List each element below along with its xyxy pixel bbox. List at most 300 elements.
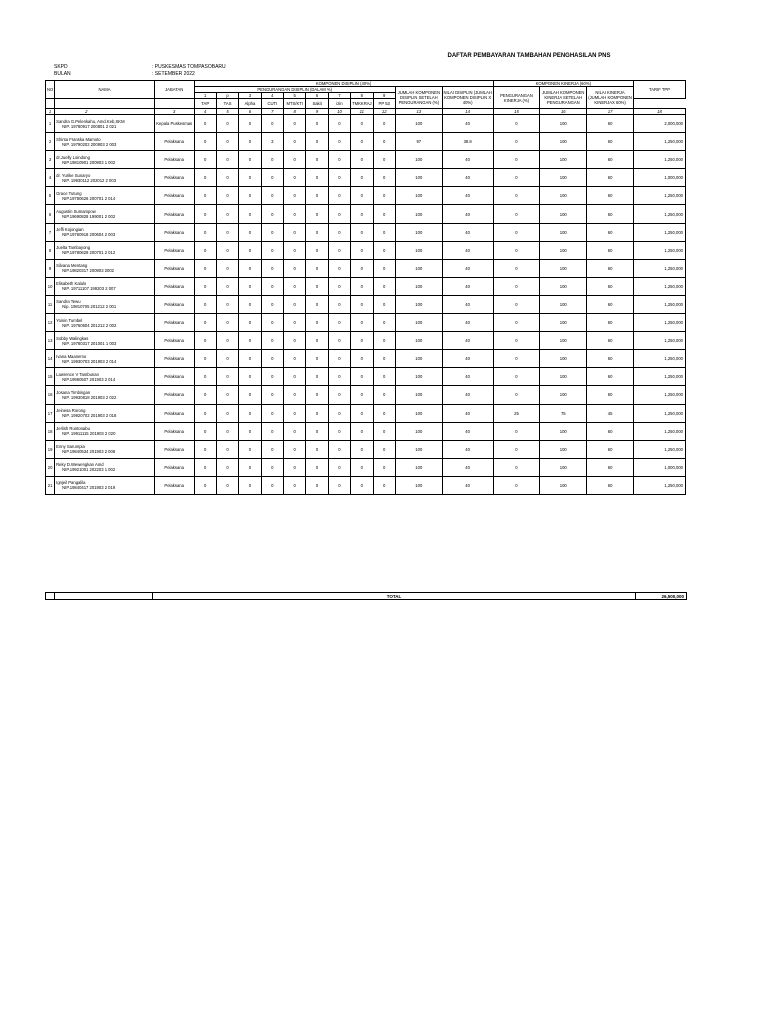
column-number: 17 [587,109,634,115]
employee-name: Ivana Maanemo [56,353,87,359]
jumlah-komponen-disiplin: 97 [395,133,442,151]
pengurangan-value: 0 [284,133,306,151]
pengurangan-value: 0 [239,133,261,151]
jumlah-komponen-disiplin: 100 [395,476,442,494]
meta-skpd [54,64,226,70]
pengurangan-value: 0 [239,422,261,440]
nilai-disiplin: 40 [442,458,493,476]
nilai-kinerja: 60 [587,422,634,440]
pengurangan-kinerja: 0 [493,223,540,241]
tarif-tpp: 1,250,000 [633,386,685,404]
tarif-tpp: 1,250,000 [633,368,685,386]
pengurangan-value: 0 [373,314,395,332]
pengurangan-value: 0 [351,458,373,476]
tarif-tpp: 2,000,000 [633,115,685,133]
pengurangan-value: 0 [261,458,283,476]
pengurangan-value: 0 [239,368,261,386]
pengurangan-value: 0 [351,259,373,277]
pengurangan-value: 0 [239,295,261,313]
pengurangan-value: 0 [261,115,283,133]
pengurangan-value: 0 [284,404,306,422]
pengurangan-value: 0 [239,458,261,476]
header-sub-label: TAP [194,99,216,109]
pengurangan-value: 0 [284,241,306,259]
column-number: 8 [284,109,306,115]
tarif-tpp: 1,250,000 [633,187,685,205]
pengurangan-value: 0 [261,404,283,422]
pengurangan-value: 0 [284,350,306,368]
employee-jabatan: Pelaksana [154,440,194,458]
pengurangan-value: 0 [351,368,373,386]
tarif-tpp: 1,250,000 [633,476,685,494]
row-number: 9 [46,259,55,277]
tarif-tpp: 1,000,000 [633,169,685,187]
pengurangan-value: 0 [216,476,238,494]
column-number: 11 [351,109,373,115]
pengurangan-value: 0 [351,133,373,151]
employee-nip: NIP. 19930703 201903 2 014 [62,358,117,364]
pengurangan-value: 0 [306,151,328,169]
header-sub-number: 4 [261,93,283,99]
tarif-tpp: 1,250,000 [633,223,685,241]
header-jumlah-komponen-disiplin: JUMLAH KOMPONEN DISIPLIN SETELAH PENGURANGAN (%) [395,87,442,109]
pengurangan-value: 0 [194,386,216,404]
employee-jabatan: Pelaksana [154,133,194,151]
employee-jabatan: Kepala Puskesmas [154,115,194,133]
pengurangan-value: 0 [284,368,306,386]
pengurangan-value: 0 [284,223,306,241]
pengurangan-value: 0 [261,151,283,169]
row-name-cell [55,350,155,368]
pengurangan-value: 0 [373,458,395,476]
header-spacer [46,99,55,109]
total-label: TOTAL [153,593,636,600]
header-sub-number: 8 [351,93,373,99]
pengurangan-value: 0 [306,205,328,223]
jumlah-komponen-kinerja: 100 [540,169,587,187]
jumlah-komponen-disiplin: 100 [395,187,442,205]
row-name-cell [55,259,155,277]
jumlah-komponen-disiplin: 100 [395,205,442,223]
pengurangan-kinerja: 0 [493,314,540,332]
nilai-kinerja: 60 [587,386,634,404]
row-name-cell [55,205,155,223]
pengurangan-value: 0 [216,277,238,295]
jumlah-komponen-disiplin: 100 [395,151,442,169]
pengurangan-value: 0 [328,295,350,313]
employee-nip: NIP. 19780917 200801 2 021 [62,123,117,129]
pengurangan-value: 0 [261,350,283,368]
nilai-disiplin: 40 [442,115,493,133]
pengurangan-value: 0 [216,115,238,133]
row-number: 6 [46,205,55,223]
pengurangan-value: 0 [194,223,216,241]
row-number: 8 [46,241,55,259]
pengurangan-value: 0 [328,133,350,151]
pengurangan-value: 0 [373,259,395,277]
jumlah-komponen-kinerja: 100 [540,458,587,476]
employee-nip: NIP.19690828 199001 2 002 [62,214,116,220]
jumlah-komponen-kinerja: 100 [540,223,587,241]
pengurangan-value: 0 [284,169,306,187]
pengurangan-value: 0 [328,223,350,241]
row-number: 17 [46,404,55,422]
pengurangan-kinerja: 25 [493,404,540,422]
header-nama: NAMA [55,81,155,99]
header-jabatan: JABATAN [154,81,194,99]
table-row [46,205,686,223]
pengurangan-value: 0 [373,350,395,368]
pengurangan-value: 0 [194,440,216,458]
pengurangan-value: 0 [261,314,283,332]
pengurangan-value: 0 [239,205,261,223]
nilai-kinerja: 60 [587,169,634,187]
employee-nip: NIP. 19711107 199203 2 007 [62,286,116,292]
nilai-kinerja: 60 [587,350,634,368]
row-number: 5 [46,187,55,205]
jumlah-komponen-kinerja: 100 [540,476,587,494]
pengurangan-value: 0 [239,386,261,404]
table-row [46,277,686,295]
row-number: 15 [46,368,55,386]
column-number: 10 [328,109,350,115]
meta-bulan-key: BULAN [54,71,71,77]
jumlah-komponen-disiplin: 100 [395,277,442,295]
pengurangan-value: 0 [328,241,350,259]
row-name-cell [55,295,155,313]
jumlah-komponen-disiplin: 100 [395,295,442,313]
pengurangan-value: 0 [261,295,283,313]
meta-bulan-value: : SETEMBER 2022 [152,71,195,77]
employee-nip: NIP. 19920702 201903 2 018 [62,413,117,419]
employee-name: Juelta Tambayong [56,245,91,251]
table-row [46,223,686,241]
header-nilai-disiplin: NILAI DISIPLIN (JUMLAH KOMPONEN DISIPLIN X 40%) [442,87,493,109]
meta-skpd-value: : PUSKESMAS TOMPASOBARU [152,64,226,70]
pengurangan-value: 0 [328,259,350,277]
column-number: 13 [395,109,442,115]
jumlah-komponen-kinerja: 100 [540,368,587,386]
header-sub-number: 1 [194,93,216,99]
pengurangan-value: 0 [284,277,306,295]
tarif-tpp: 1,250,000 [633,314,685,332]
header-sub-number: 6 [306,93,328,99]
nilai-kinerja: 45 [587,404,634,422]
pengurangan-value: 0 [239,151,261,169]
table-row [46,422,686,440]
header-tarif: TARIF TPP [633,81,685,99]
nilai-kinerja: 60 [587,295,634,313]
employee-jabatan: Pelaksana [154,259,194,277]
pengurangan-value: 0 [239,115,261,133]
pengurangan-value: 0 [216,440,238,458]
jumlah-komponen-kinerja: 100 [540,386,587,404]
table-row [46,386,686,404]
row-name-cell [55,169,155,187]
tarif-tpp: 1,250,000 [633,440,685,458]
column-number: 1 [46,109,55,115]
row-number: 19 [46,440,55,458]
employee-nip: NIP.19780626 200701 2 014 [62,195,116,201]
pengurangan-value: 0 [328,314,350,332]
employee-nip: NIP. 19780317 201001 1 003 [62,340,117,346]
nilai-kinerja: 60 [587,205,634,223]
pengurangan-value: 0 [261,241,283,259]
pengurangan-value: 0 [261,259,283,277]
pengurangan-kinerja: 0 [493,332,540,350]
pengurangan-value: 0 [239,332,261,350]
pengurangan-value: 0 [306,277,328,295]
nilai-kinerja: 60 [587,151,634,169]
pengurangan-value: 0 [216,169,238,187]
pengurangan-value: 0 [216,332,238,350]
pengurangan-value: 0 [261,422,283,440]
employee-nip: NIP. 19930112 202012 2 003 [62,177,117,183]
pengurangan-kinerja: 0 [493,476,540,494]
row-name-cell [55,458,155,476]
jumlah-komponen-kinerja: 100 [540,350,587,368]
pengurangan-value: 0 [216,205,238,223]
pengurangan-kinerja: 0 [493,386,540,404]
row-number: 2 [46,133,55,151]
pengurangan-value: 0 [194,476,216,494]
jumlah-komponen-kinerja: 100 [540,151,587,169]
pengurangan-value: 0 [216,241,238,259]
employee-jabatan: Pelaksana [154,314,194,332]
meta-bulan [54,71,195,77]
jumlah-komponen-kinerja: 100 [540,314,587,332]
pengurangan-value: 0 [216,133,238,151]
row-name-cell [55,476,155,494]
jumlah-komponen-disiplin: 100 [395,440,442,458]
row-name-cell [55,332,155,350]
tarif-tpp: 1,000,000 [633,458,685,476]
table-row [46,115,686,133]
column-number: 9 [306,109,328,115]
jumlah-komponen-disiplin: 100 [395,169,442,187]
total-spacer [46,593,55,600]
nilai-kinerja: 60 [587,259,634,277]
nilai-kinerja: 60 [587,314,634,332]
employee-jabatan: Pelaksana [154,368,194,386]
row-name-cell [55,133,155,151]
pengurangan-value: 0 [373,368,395,386]
header-sub-number: 5 [284,93,306,99]
employee-nip: NIP.19780629 200701 2 012 [62,250,116,256]
pengurangan-value: 0 [239,277,261,295]
nilai-kinerja: 60 [587,115,634,133]
header-sub-label: Sakit [306,99,328,109]
pengurangan-value: 0 [373,151,395,169]
row-name-cell [55,422,155,440]
column-number: 4 [194,109,216,115]
employee-jabatan: Pelaksana [154,476,194,494]
nilai-disiplin: 40 [442,422,493,440]
employee-name: Sobby Walingkas [56,335,89,341]
pengurangan-value: 0 [284,386,306,404]
pengurangan-value: 0 [261,440,283,458]
column-number: 18 [633,109,685,115]
employee-nip: NIP. 19760604 201212 2 002 [62,322,117,328]
pengurangan-value: 0 [194,332,216,350]
nilai-disiplin: 40 [442,169,493,187]
pengurangan-value: 0 [194,187,216,205]
employee-name: Jerlish Runtonabu [56,426,90,432]
pengurangan-value: 0 [216,386,238,404]
table-row [46,350,686,368]
pengurangan-value: 0 [261,205,283,223]
pengurangan-value: 0 [261,332,283,350]
jumlah-komponen-kinerja: 100 [540,332,587,350]
pengurangan-value: 0 [373,404,395,422]
nilai-disiplin: 40 [442,223,493,241]
jumlah-komponen-disiplin: 100 [395,386,442,404]
pengurangan-value: 0 [216,223,238,241]
column-number: 2 [55,109,155,115]
employee-name: Jeinesa Rorong [56,408,86,414]
table-row [46,368,686,386]
nilai-kinerja: 60 [587,368,634,386]
table-row [46,187,686,205]
nilai-disiplin: 40 [442,259,493,277]
pengurangan-value: 0 [239,223,261,241]
pengurangan-value: 0 [373,440,395,458]
table-row [46,332,686,350]
table-row [46,241,686,259]
tarif-tpp: 1,250,000 [633,422,685,440]
pengurangan-value: 0 [194,115,216,133]
pengurangan-value: 0 [328,368,350,386]
nilai-disiplin: 40 [442,404,493,422]
row-name-cell [55,277,155,295]
column-number: 12 [373,109,395,115]
column-number: 3 [154,109,194,115]
pengurangan-value: 0 [306,223,328,241]
jumlah-komponen-disiplin: 100 [395,422,442,440]
pengurangan-value: 0 [373,295,395,313]
pengurangan-value: 0 [351,151,373,169]
pengurangan-value: 0 [284,314,306,332]
total-table [45,592,687,600]
jumlah-komponen-disiplin: 100 [395,223,442,241]
pengurangan-value: 0 [328,440,350,458]
employee-jabatan: Pelaksana [154,277,194,295]
nilai-kinerja: 60 [587,223,634,241]
pengurangan-value: 0 [216,404,238,422]
pengurangan-value: 0 [373,386,395,404]
pengurangan-kinerja: 0 [493,350,540,368]
pengurangan-value: 0 [351,115,373,133]
pengurangan-value: 0 [306,350,328,368]
pengurangan-value: 0 [373,476,395,494]
pengurangan-value: 0 [306,476,328,494]
pengurangan-value: 0 [194,151,216,169]
employee-name: Sandra G.Pelenkahu, Amd.Keb,SKM [56,118,125,124]
pengurangan-value: 0 [261,386,283,404]
pengurangan-value: 0 [194,133,216,151]
pengurangan-value: 0 [373,169,395,187]
jumlah-komponen-kinerja: 100 [540,187,587,205]
pengurangan-value: 0 [328,458,350,476]
pengurangan-value: 0 [328,332,350,350]
employee-nip: NIP.19810901 200903 1 002 [62,159,116,165]
pengurangan-value: 0 [194,314,216,332]
row-number: 1 [46,115,55,133]
header-sub-label: CUTI [261,99,283,109]
pengurangan-value: 0 [328,404,350,422]
tarif-tpp: 1,250,000 [633,151,685,169]
pengurangan-value: 0 [351,404,373,422]
tarif-tpp: 1,250,000 [633,133,685,151]
row-number: 18 [46,422,55,440]
pengurangan-kinerja: 0 [493,115,540,133]
jumlah-komponen-kinerja: 100 [540,115,587,133]
pengurangan-value: 0 [284,440,306,458]
row-number: 16 [46,386,55,404]
pengurangan-kinerja: 0 [493,440,540,458]
pengurangan-kinerja: 0 [493,368,540,386]
header-komponen-disiplin: KOMPONEN DISIPLIN (40%) [194,81,493,87]
pengurangan-value: 0 [306,404,328,422]
pengurangan-value: 0 [284,458,306,476]
employee-jabatan: Pelaksana [154,332,194,350]
row-number: 14 [46,350,55,368]
nilai-disiplin: 40 [442,187,493,205]
pengurangan-value: 0 [216,187,238,205]
row-name-cell [55,440,155,458]
nilai-disiplin: 40 [442,440,493,458]
pengurangan-value: 0 [351,386,373,404]
pengurangan-value: 0 [284,259,306,277]
employee-nip: NIP.19921001 202203 1 002 [62,467,116,473]
row-name-cell [55,187,155,205]
pengurangan-value: 0 [328,151,350,169]
pengurangan-value: 0 [351,223,373,241]
jumlah-komponen-kinerja: 100 [540,205,587,223]
row-number: 20 [46,458,55,476]
pengurangan-value: 0 [216,151,238,169]
column-number: 14 [442,109,493,115]
header-pengurangan-disiplin: PENGURANGAN DISIPLIN (DALAM %) [194,87,395,93]
pengurangan-value: 0 [351,332,373,350]
pengurangan-value: 0 [351,476,373,494]
pengurangan-value: 0 [194,241,216,259]
pengurangan-value: 0 [306,422,328,440]
table-row [46,295,686,313]
row-number: 10 [46,277,55,295]
nilai-kinerja: 60 [587,277,634,295]
jumlah-komponen-disiplin: 100 [395,350,442,368]
pengurangan-value: 0 [351,169,373,187]
employee-jabatan: Pelaksana [154,350,194,368]
pengurangan-value: 0 [306,115,328,133]
total-value: 26,500,000 [636,593,687,600]
employee-nip: NIP.19840417 201903 2 019 [62,485,116,491]
pengurangan-value: 0 [306,368,328,386]
pengurangan-value: 0 [216,350,238,368]
pengurangan-kinerja: 0 [493,241,540,259]
pengurangan-value: 0 [373,223,395,241]
pengurangan-value: 0 [373,187,395,205]
nilai-kinerja: 60 [587,187,634,205]
table-row [46,440,686,458]
nilai-disiplin: 40 [442,241,493,259]
row-number: 13 [46,332,55,350]
pengurangan-value: 0 [351,277,373,295]
employee-name: Josana Timbingan [56,389,91,395]
employee-name: Yoinin Tumbel [56,317,83,323]
header-sub-number: 3 [239,93,261,99]
